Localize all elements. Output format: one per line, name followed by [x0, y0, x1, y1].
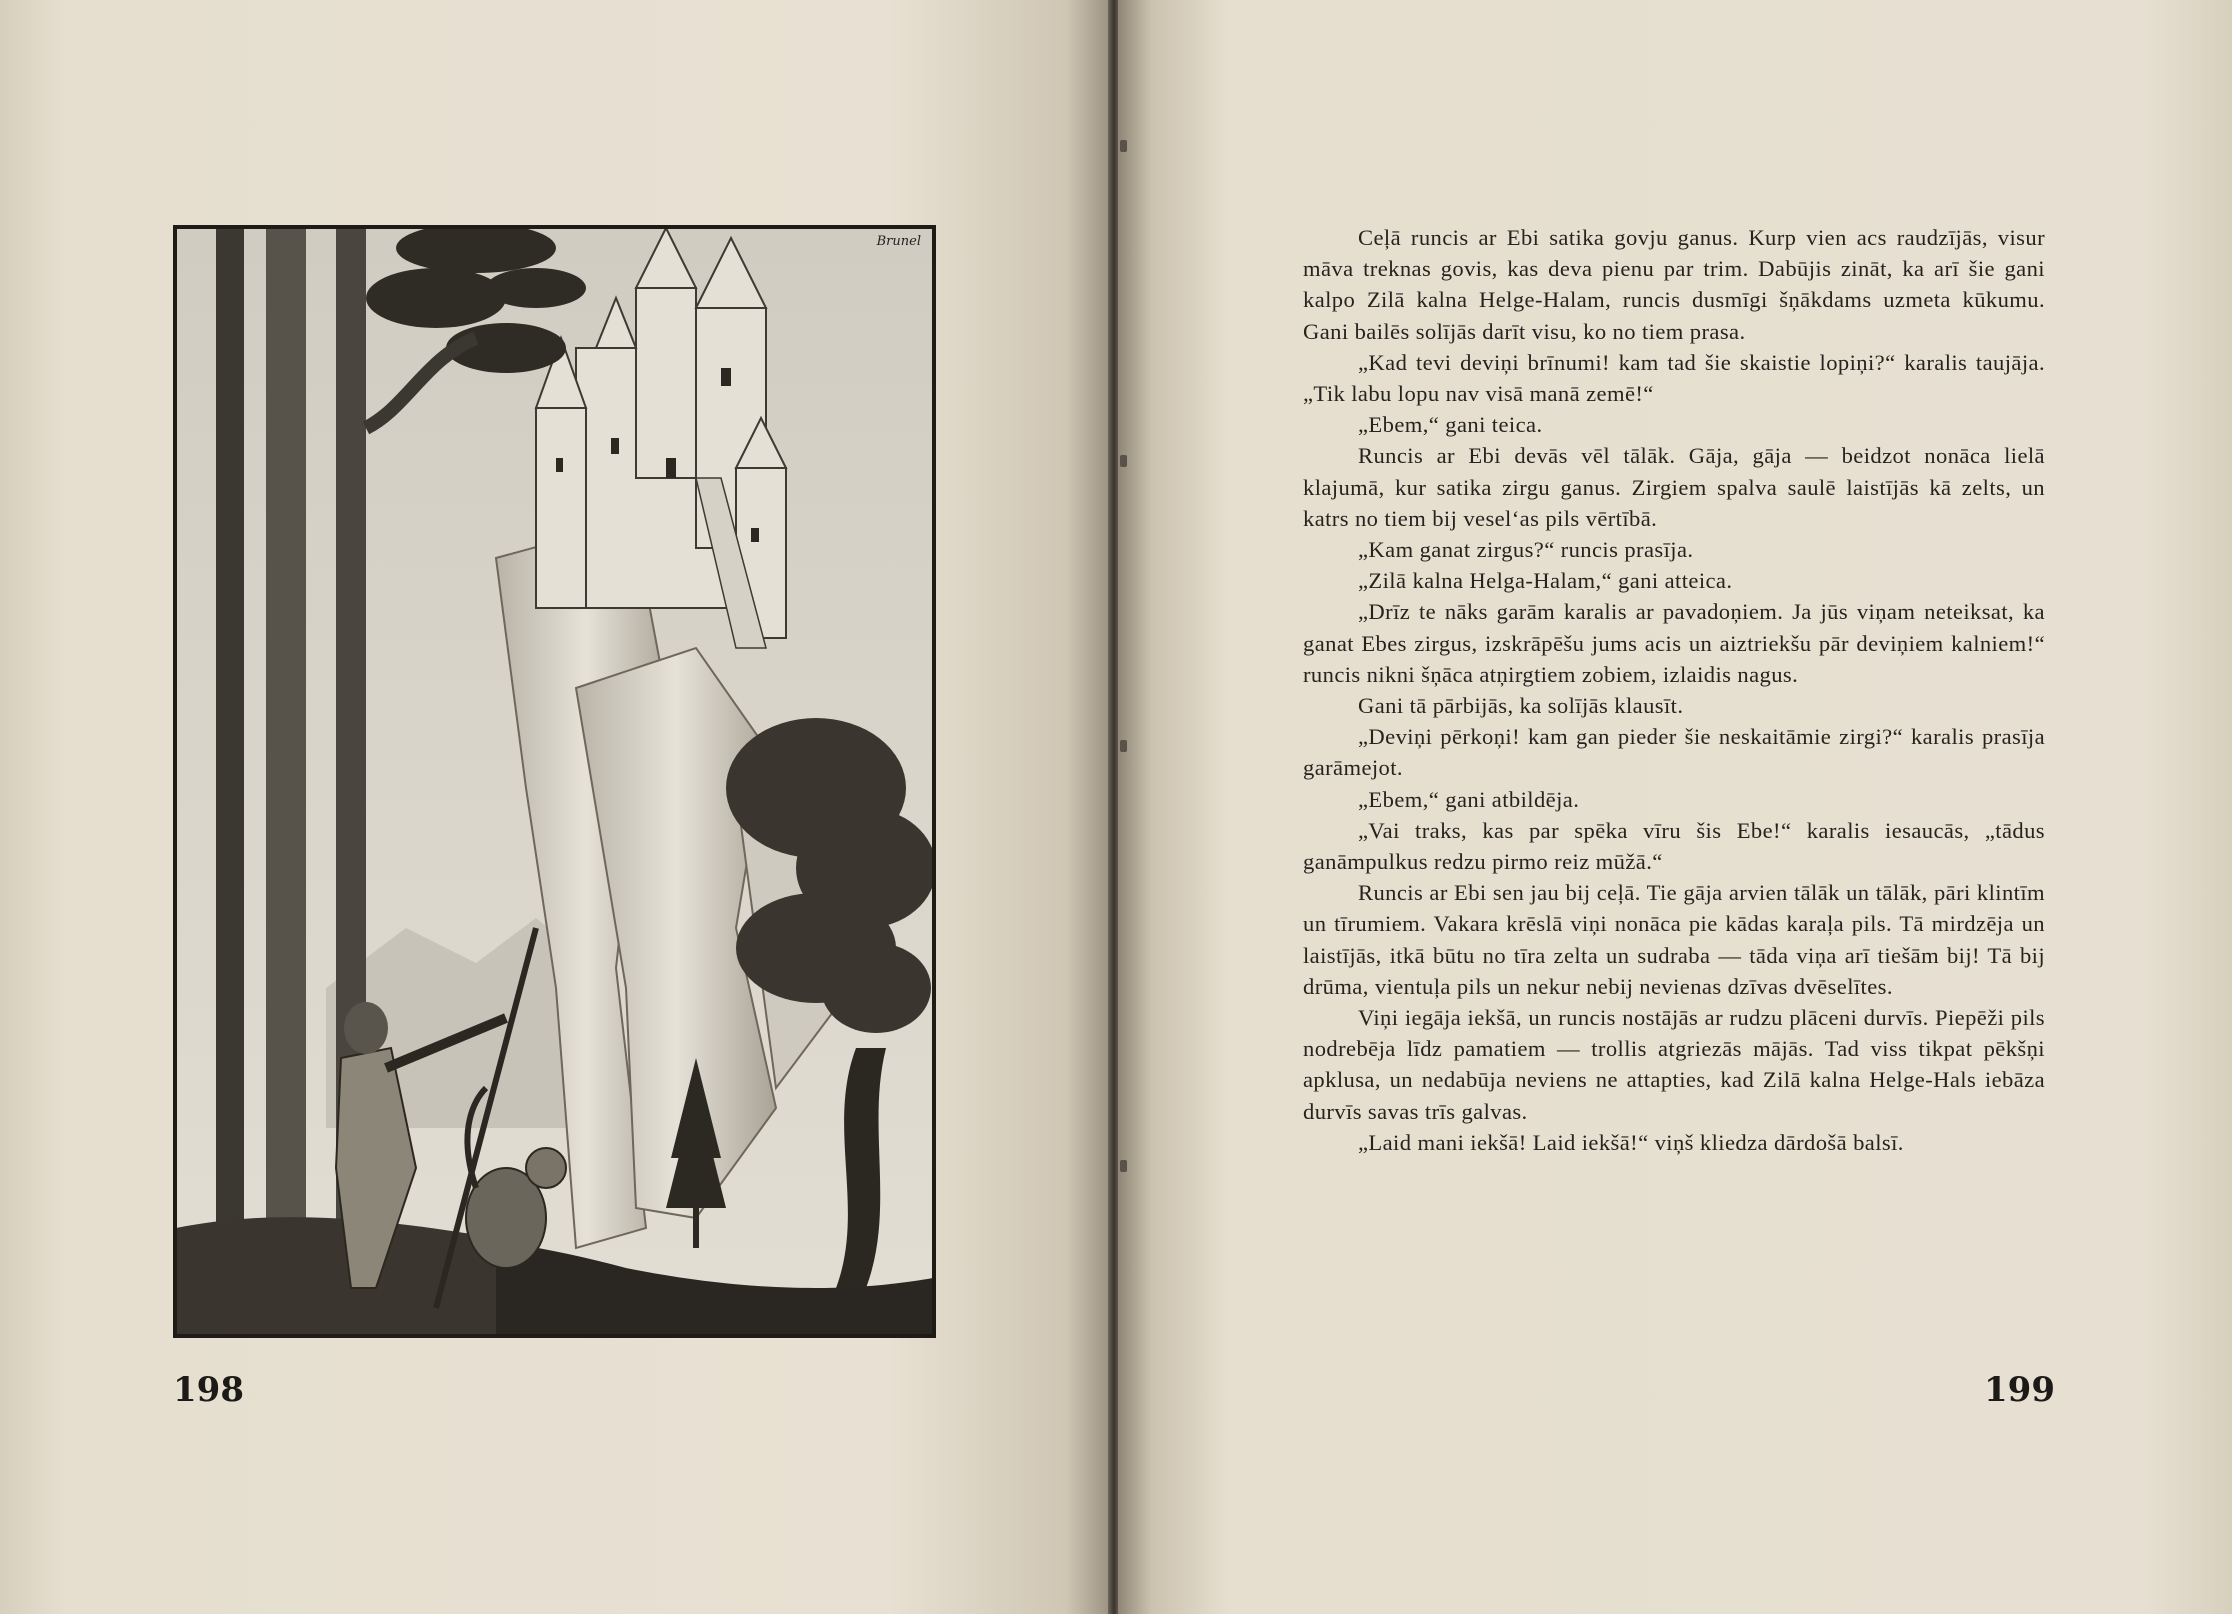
paragraph: Gani tā pārbijās, ka solījās klausīt. [1358, 693, 1684, 719]
story-text [1303, 222, 2045, 1158]
paragraph: „Drīz te nāks garām karalis ar pavadoņiem. Ja jūs viņam neteiksat, ka ganat Ebes zirgus, izskrāpēšu jums acis un aiztriekšu pār deviņiem kalniem!“ runcis nikni šņāca atņirgtiem zobiem, izlaidis nagus. [1303, 599, 2045, 687]
paragraph: „Vai traks, kas par spēka vīru šis Ebe!“ karalis iesaucās, „tādus ganāmpulkus redzu pirmo reiz mūžā.“ [1303, 817, 2045, 875]
paragraph: „Kad tevi deviņi brīnumi! kam tad šie skaistie lopiņi?“ karalis taujāja. „Tik labu lopu nav visā manā zemē!“ [1303, 349, 2045, 407]
page-number-left: 198 [173, 1370, 244, 1410]
binding-stitch [1120, 140, 1127, 152]
left-page [0, 0, 1110, 1614]
paragraph: „Deviņi pērkoņi! kam gan pieder šie neskaitāmie zirgi?“ karalis prasīja garāmejot. [1303, 724, 2045, 781]
paragraph: „Zilā kalna Helga-Halam,“ gani atteica. [1358, 568, 1733, 594]
artist-signature: Brunel [876, 234, 921, 249]
paragraph: Viņi iegāja iekšā, un runcis nostājās ar rudzu plāceni durvīs. Piepēži pils nodrebēja līdz pamatiem — trollis atgriezās mājās. Tad viss tikpat pēkšņi apklusa, un nedabūja neviens ne attapties, kad Zilā kalna Helge-Hals iebāza durvīs savas trīs galvas. [1303, 1005, 2045, 1124]
castle-illustration [176, 228, 933, 1335]
paragraph: „Kam ganat zirgus?“ runcis prasīja. [1358, 537, 1694, 563]
binding-stitch [1120, 740, 1127, 752]
page-number-right: 199 [1984, 1370, 2055, 1410]
book-illustration [173, 225, 936, 1338]
paragraph: Ceļā runcis ar Ebi satika govju ganus. Kurp vien acs raudzījās, visur māva treknas govis, kas deva pienu par trim. Dabūjis zināt, ka arī šie gani kalpo Zilā kalna Helge-Halam, runcis dusmīgi šņākdams uzmeta kūkumu. Gani bailēs solījās darīt visu, ko no tiem prasa. [1303, 225, 2045, 344]
paragraph: „Ebem,“ gani atbildēja. [1358, 786, 1580, 812]
binding-stitch [1120, 1160, 1127, 1172]
paragraph: Runcis ar Ebi devās vēl tālāk. Gāja, gāja — beidzot nonāca lielā klajumā, kur satika zirgu ganus. Zirgiem spalva saulē laistījās kā zelts, un katrs no tiem bij vesel‘as pils vērtībā. [1303, 443, 2045, 531]
paragraph: „Laid mani iekšā! Laid iekšā!“ viņš kliedza dārdošā balsī. [1358, 1129, 1904, 1155]
paragraph: „Ebem,“ gani teica. [1358, 412, 1543, 438]
binding-stitch [1120, 455, 1127, 467]
paragraph: Runcis ar Ebi sen jau bij ceļā. Tie gāja arvien tālāk un tālāk, pāri klintīm un tīrumiem. Vakara krēslā viņi nonāca pie kādas karaļa pils. Tā mirdzēja un laistījās, itkā būtu no tīra zelta un sudraba — tāda viņa arī tiešām bij! Tā bij drūma, vientuļa pils un nekur nebij nevienas dzīvas dvēselītes. [1303, 880, 2045, 999]
